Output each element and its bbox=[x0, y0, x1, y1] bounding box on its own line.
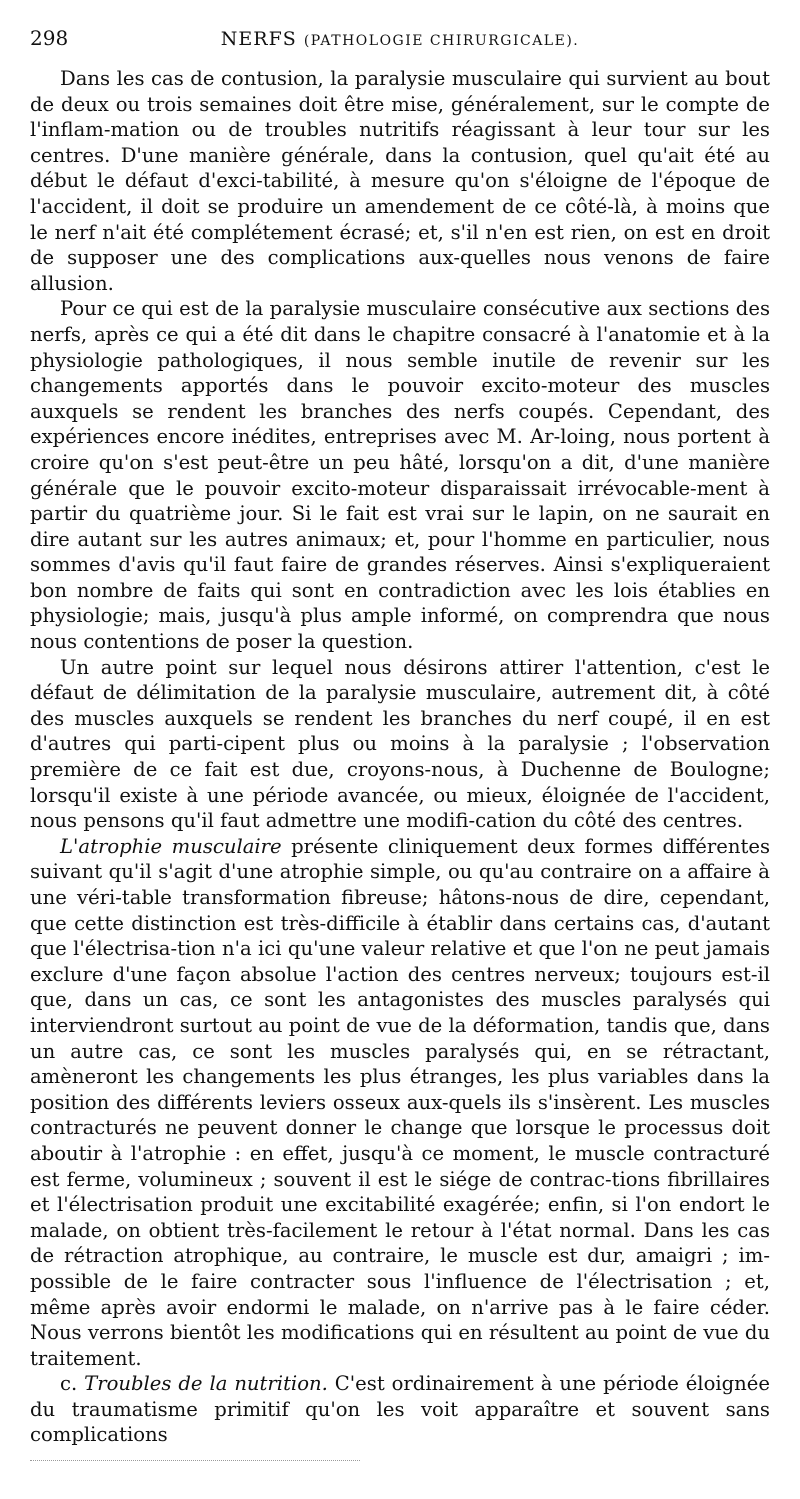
paragraph-contusion bbox=[30, 66, 770, 296]
paragraph-text: présente cliniquement deux formes différentes suivant qu'il s'agit d'une atrophie simple, ou qu'au contraire on a affaire à une véri-table transformation fibreuse; hâtons-nous de dire, cependant, que cette distinction est très-difficile à établir dans certains cas, d'autant que l'électrisa-tion n'a ici qu'une valeur relative et que l'on ne peut jamais exclure d'une façon absolue l'action des centres nerveux; toujours est-il que, dans un cas, ce sont les antagonistes des muscles paralysés qui interviendront surtout au point de vue de la déformation, tandis que, dans un autre cas, ce sont les muscles paralysés qui, en se rétractant, amèneront les changements les plus étranges, les plus variables dans la position des différents leviers osseux aux-quels ils s'insèrent. Les muscles contracturés ne peuvent donner le change que lorsque le processus doit aboutir à l'atrophie : en effet, jusqu'à ce moment, le muscle contracturé est ferme, volumineux ; souvent il est le siége de contrac-tions fibrillaires et l'électrisation produit une excitabilité exagérée; enfin, si l'on endort le malade, on obtient très-facilement le retour à l'état normal. Dans les cas de rétraction atrophique, au contraire, le muscle est dur, amaigri ; im-possible de le faire contracter sous l'influence de l'électrisation ; et, même après avoir endormi le malade, on n'arrive pas à le faire céder. Nous verrons bientôt les modifications qui en résultent au point de vue du traitement. bbox=[30, 834, 770, 1370]
footer-rule bbox=[30, 1460, 360, 1461]
page-number: 298 bbox=[30, 26, 69, 50]
paragraph-text: C'est ordinairement à une période éloignée du traumatisme primitif qu'on les voit apparaître et souvent sans complications bbox=[30, 1372, 770, 1447]
italic-lead: L'atrophie musculaire bbox=[60, 834, 282, 858]
paragraph-troubles-nutrition bbox=[30, 1371, 770, 1448]
page-header bbox=[30, 26, 770, 56]
paragraph-delimitation bbox=[30, 655, 770, 834]
paragraph-atrophie bbox=[30, 834, 770, 1371]
body-text bbox=[30, 66, 770, 1448]
paragraph-text: Un autre point sur lequel nous désirons attirer l'attention, c'est le défaut de délimitation de la paralysie musculaire, autrement dit, à côté des muscles auxquels se rendent les branches du nerf coupé, il en est d'autres qui parti-cipent plus ou moins à la paralysie ; l'observation première de ce fait est due, croyons-nous, à Duchenne de Boulogne; lorsqu'il existe à une période avancée, ou mieux, éloignée de l'accident, nous pensons qu'il faut admettre une modifi-cation du côté des centres. bbox=[30, 655, 770, 833]
paragraph-text: Dans les cas de contusion, la paralysie musculaire qui survient au bout de deux ou trois semaines doit être mise, généralement, sur le compte de l'inflam-mation ou de troubles nutritifs réagissant à leur tour sur les centres. D'une manière générale, dans la contusion, quel qu'ait été au début le défaut d'exci-tabilité, à mesure qu'on s'éloigne de l'époque de l'accident, il doit se produire un amendement de ce côté-là, à moins que le nerf n'ait été complétement écrasé; et, s'il n'en est rien, on est en droit de supposer une des complications aux-quelles nous venons de faire allusion. bbox=[30, 67, 770, 295]
running-head bbox=[90, 28, 770, 50]
running-head-main: NERFS bbox=[220, 28, 297, 50]
book-page bbox=[30, 26, 770, 1448]
running-head-sub: (PATHOLOGIE CHIRURGICALE). bbox=[303, 33, 580, 49]
paragraph-text: Pour ce qui est de la paralysie musculaire consécutive aux sections des nerfs, après ce qui a été dit dans le chapitre consacré à l'anatomie et à la physiologie pathologiques, il nous semble inutile de revenir sur les changements apportés dans le pouvoir excito-moteur des muscles auxquels se rendent les branches des nerfs coupés. Cependant, des expériences encore inédites, entreprises avec M. Ar-loing, nous portent à croire qu'on s'est peut-être un peu hâté, lorsqu'on a dit, d'une manière générale que le pouvoir excito-moteur disparaissait irrévocable-ment à partir du quatrième jour. Si le fait est vrai sur le lapin, on ne saurait en dire autant sur les autres animaux; et, pour l'homme en particulier, nous sommes d'avis qu'il faut faire de grandes réserves. Ainsi s'expliqueraient bon nombre de faits qui sont en contradiction avec les lois établies en physiologie; mais, jusqu'à plus ample informé, on comprendra que nous nous contentions de poser la question. bbox=[30, 297, 770, 654]
section-heading: Troubles de la nutrition. bbox=[84, 1372, 328, 1396]
paragraph-sections-nerfs bbox=[30, 296, 770, 654]
section-label: c. bbox=[60, 1372, 78, 1396]
